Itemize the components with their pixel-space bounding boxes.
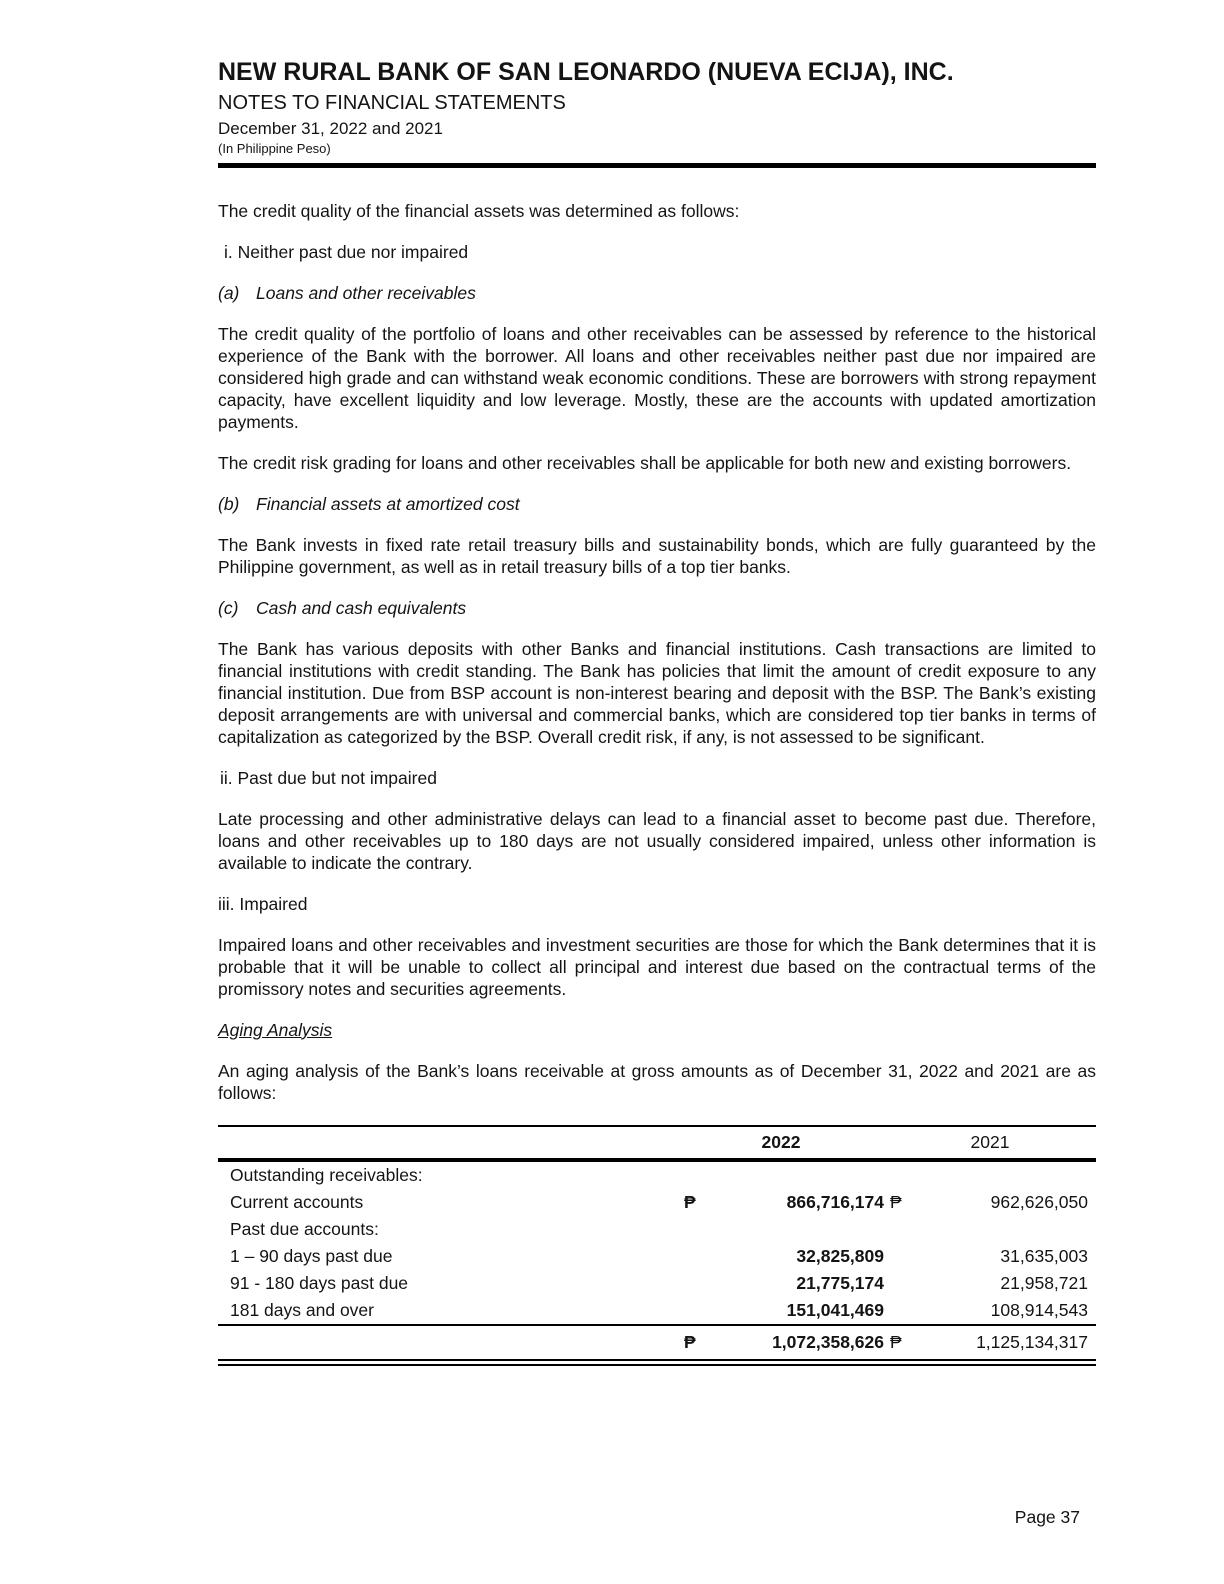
value-2021: 962,626,050: [990, 1191, 1088, 1212]
value-2022: 151,041,469: [786, 1299, 884, 1320]
table-row-outstanding-receivables: [218, 1160, 1096, 1189]
subheading-title: Financial assets at amortized cost: [256, 493, 520, 514]
column-header-2022: 2022: [761, 1131, 801, 1152]
subheading-label: (a): [218, 282, 240, 303]
paragraph-loans-quality: The credit quality of the portfolio of loans and other receivables can be assessed by reference to the historical experience of the Bank with the borrower. All loans and other receivables neither past due nor impaired are considered high grade and can withstand weak economic conditions. These are borrowers with strong repayment capacity, have excellent liquidity and low leverage. Mostly, these are the accounts with updated amortization payments.: [218, 323, 1096, 432]
page-content: [218, 58, 1096, 1366]
report-date: December 31, 2022 and 2021: [218, 118, 443, 138]
row-label: Current accounts: [230, 1191, 364, 1212]
value-2021: 31,635,003: [1000, 1245, 1088, 1266]
subheading-label: (c): [218, 597, 239, 618]
table-row-1-90-days: [218, 1243, 1096, 1270]
table-header-row: [218, 1126, 1096, 1160]
paragraph-impaired-loans: Impaired loans and other receivables and investment securities are those for which the Bank determines that it is probable that it will be unable to collect all principal and interest due based on the contractual terms of the promissory notes and securities agreements.: [218, 934, 1096, 999]
table-row-181-days-over: [218, 1297, 1096, 1325]
row-label: Outstanding receivables:: [230, 1164, 423, 1185]
paragraph-treasury-bills: The Bank invests in fixed rate retail treasury bills and sustainability bonds, which are fully guaranteed by the Philippine government, as well as in retail treasury bills of a top tier banks.: [218, 534, 1096, 577]
bank-name: NEW RURAL BANK OF SAN LEONARDO (NUEVA ECIJA), INC.: [218, 58, 954, 86]
row-label: 91 - 180 days past due: [230, 1272, 409, 1293]
row-label: Past due accounts:: [230, 1218, 379, 1239]
subheading-label: (b): [218, 493, 240, 514]
peso-sign: ₱: [884, 1325, 936, 1363]
document-header: [218, 58, 1096, 168]
document-title: NOTES TO FINANCIAL STATEMENTS: [218, 91, 566, 114]
value-2022: 866,716,174: [786, 1191, 884, 1212]
subheading-loans-receivables: [218, 282, 1096, 304]
heading-impaired: iii. Impaired: [218, 893, 308, 914]
subheading-title: Cash and cash equivalents: [256, 597, 467, 618]
value-2022: 21,775,174: [796, 1272, 884, 1293]
subheading-title: Loans and other receivables: [256, 282, 476, 303]
column-header-2021: 2021: [970, 1131, 1010, 1152]
heading-past-due-not-impaired: ii. Past due but not impaired: [220, 767, 437, 788]
total-2022: 1,072,358,626: [726, 1325, 884, 1363]
value-2021: 21,958,721: [1000, 1272, 1088, 1293]
page-number: Page 37: [1014, 1507, 1080, 1527]
value-2021: 108,914,543: [990, 1299, 1088, 1320]
row-label: 181 days and over: [230, 1299, 374, 1320]
paragraph-credit-risk-grading: The credit risk grading for loans and other receivables shall be applicable for both new and existing borrowers.: [218, 452, 1072, 473]
header-rule: [218, 163, 1096, 168]
table-row-91-180-days: [218, 1270, 1096, 1297]
heading-neither-past-due: i. Neither past due nor impaired: [224, 241, 469, 262]
intro-paragraph: The credit quality of the financial assets was determined as follows:: [218, 200, 740, 221]
paragraph-deposits: The Bank has various deposits with other Banks and financial institutions. Cash transactions are limited to financial institutions with credit standing. The Bank has policies that limit the amount of credit exposure to any financial institution. Due from BSP account is non-interest bearing and deposit with the BSP. The Bank’s existing deposit arrangements are with universal and commercial banks, which are considered top tier banks in terms of capitalization as categorized by the BSP. Overall credit risk, if any, is not assessed to be significant.: [218, 638, 1096, 747]
value-2022: 32,825,809: [796, 1245, 884, 1266]
empty-header-cell: [218, 1126, 678, 1160]
aging-analysis-heading: Aging Analysis: [218, 1019, 333, 1040]
currency-note: (In Philippine Peso): [218, 141, 331, 156]
peso-sign: ₱: [684, 1191, 696, 1212]
paragraph-late-processing: Late processing and other administrative delays can lead to a financial asset to become past due. Therefore, loans and other receivables up to 180 days are not usually considered impaired, unless other information is available to indicate the contrary.: [218, 808, 1096, 873]
table-row-current-accounts: [218, 1189, 1096, 1216]
total-2021: 1,125,134,317: [936, 1325, 1096, 1363]
peso-sign: ₱: [890, 1191, 902, 1212]
row-label: 1 – 90 days past due: [230, 1245, 393, 1266]
subheading-financial-assets: [218, 493, 1096, 515]
paragraph-aging-intro: An aging analysis of the Bank’s loans receivable at gross amounts as of December 31, 2022 and 2021 are as follows:: [218, 1060, 1096, 1103]
peso-sign: ₱: [678, 1325, 726, 1363]
table-row-total: [218, 1325, 1096, 1363]
aging-analysis-table: [218, 1125, 1096, 1366]
table-row-past-due-accounts: [218, 1216, 1096, 1243]
subheading-cash-equivalents: [218, 597, 1096, 619]
